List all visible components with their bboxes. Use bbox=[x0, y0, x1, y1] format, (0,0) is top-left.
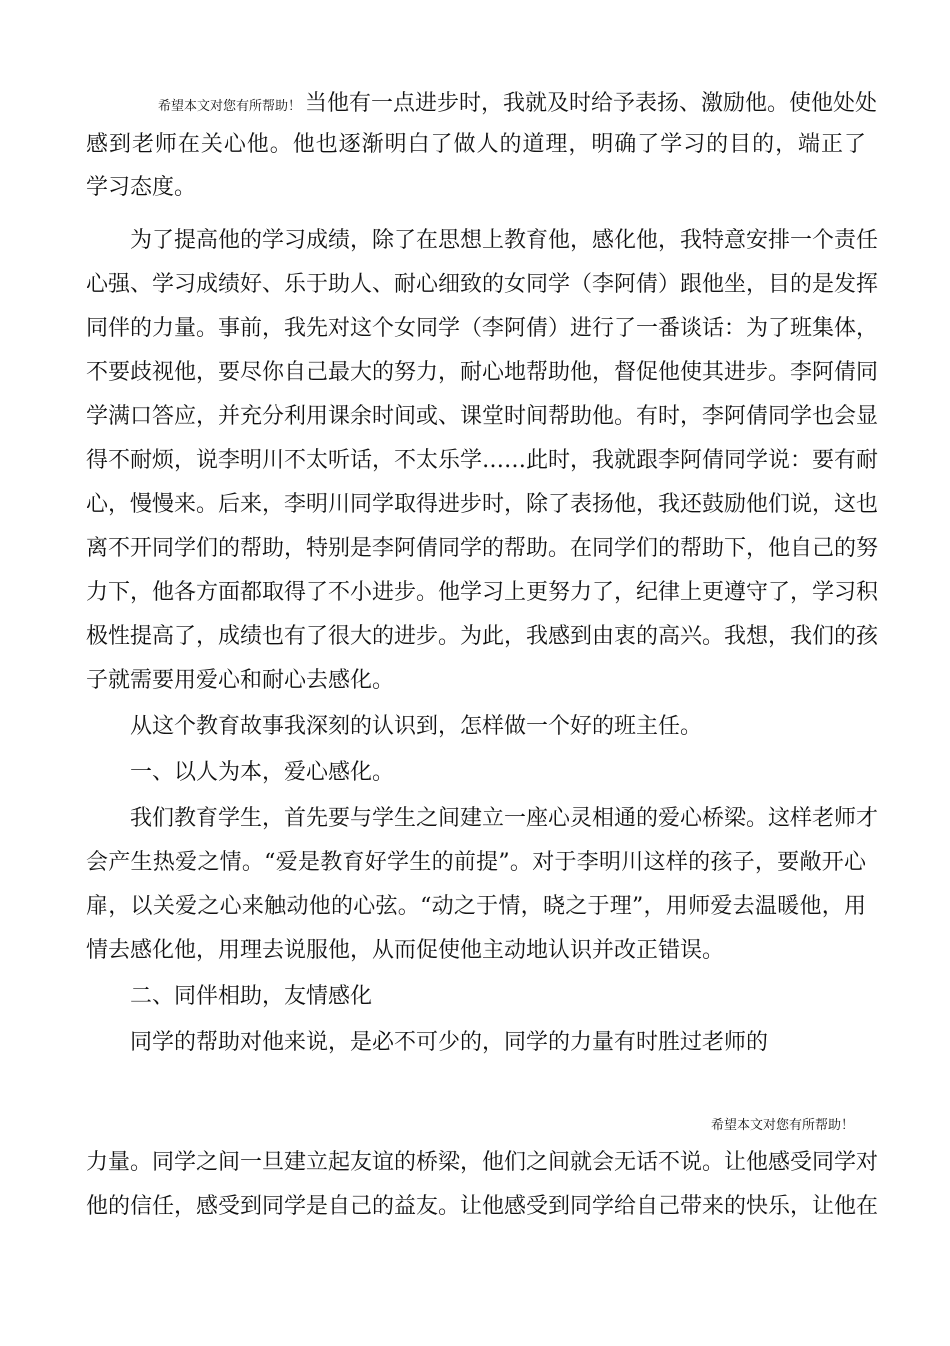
text-line-3: 为了提高他的学习成绩，除了在思想上教育他，感化他，我特意安排一个责任 bbox=[130, 228, 879, 253]
text-line-12: 极性提高了，成绩也有了很大的进步。为此，我感到由衷的高兴。我想，我们的孩 bbox=[86, 624, 879, 649]
first-text-line bbox=[158, 89, 878, 122]
text-line-0: 当他有一点进步时，我就及时给予表扬、激励他。使他处处 bbox=[305, 91, 878, 116]
section-heading-1: 一、以人为本，爱心感化。 bbox=[130, 760, 395, 785]
text-line-7: 学满口答应，并充分利用课余时间或、课堂时间帮助他。有时，李阿倩同学也会显 bbox=[86, 404, 879, 429]
section-heading-2: 二、同伴相助，友情感化 bbox=[130, 984, 373, 1009]
text-line-21: 同学的帮助对他来说，是必不可少的，同学的力量有时胜过老师的 bbox=[130, 1030, 769, 1055]
text-line-4: 心强、学习成绩好、乐于助人、耐心细致的女同学（李阿倩）跟他坐，目的是发挥 bbox=[86, 272, 879, 297]
text-line-11: 力下，他各方面都取得了不小进步。他学习上更努力了，纪律上更遵守了，学习积 bbox=[86, 580, 879, 605]
text-line-1: 感到老师在关心他。他也逐渐明白了做人的道理，明确了学习的目的，端正了 bbox=[86, 132, 866, 157]
header-note: 希望本文对您有所帮助！ bbox=[158, 99, 302, 114]
text-line-5: 同伴的力量。事前，我先对这个女同学（李阿倩）进行了一番谈话：为了班集体， bbox=[86, 316, 879, 341]
text-line-10: 离不开同学们的帮助，特别是李阿倩同学的帮助。在同学们的帮助下，他自己的努 bbox=[86, 536, 879, 561]
text-line-22: 力量。同学之间一旦建立起友谊的桥梁，他们之间就会无话不说。让他感受同学对 bbox=[86, 1150, 879, 1175]
text-line-9: 心，慢慢来。后来，李明川同学取得进步时，除了表扬他，我还鼓励他们说，这也 bbox=[86, 492, 879, 517]
page-break-note: 希望本文对您有所帮助！ bbox=[710, 1118, 854, 1133]
text-line-17: 会产生热爱之情。“爱是教育好学生的前提”。对于李明川这样的孩子，要敞开心 bbox=[86, 850, 866, 875]
text-line-13: 子就需要用爱心和耐心去感化。 bbox=[86, 668, 395, 693]
text-line-2: 学习态度。 bbox=[86, 175, 197, 200]
text-line-18: 扉，以关爱之心来触动他的心弦。“动之于情，晓之于理”，用师爱去温暖他，用 bbox=[86, 894, 866, 919]
text-line-8: 得不耐烦，说李明川不太听话，不太乐学……此时，我就跟李阿倩同学说：要有耐 bbox=[86, 448, 879, 473]
text-line-19: 情去感化他，用理去说服他，从而促使他主动地认识并改正错误。 bbox=[86, 938, 725, 963]
text-line-16: 我们教育学生，首先要与学生之间建立一座心灵相通的爱心桥梁。这样老师才 bbox=[130, 806, 879, 831]
text-line-6: 不要歧视他，要尽你自己最大的努力，耐心地帮助他，督促他使其进步。李阿倩同 bbox=[86, 360, 879, 385]
text-line-14: 从这个教育故事我深刻的认识到，怎样做一个好的班主任。 bbox=[130, 714, 703, 739]
text-line-23: 他的信任，感受到同学是自己的益友。让他感受到同学给自己带来的快乐，让他在 bbox=[86, 1194, 879, 1219]
